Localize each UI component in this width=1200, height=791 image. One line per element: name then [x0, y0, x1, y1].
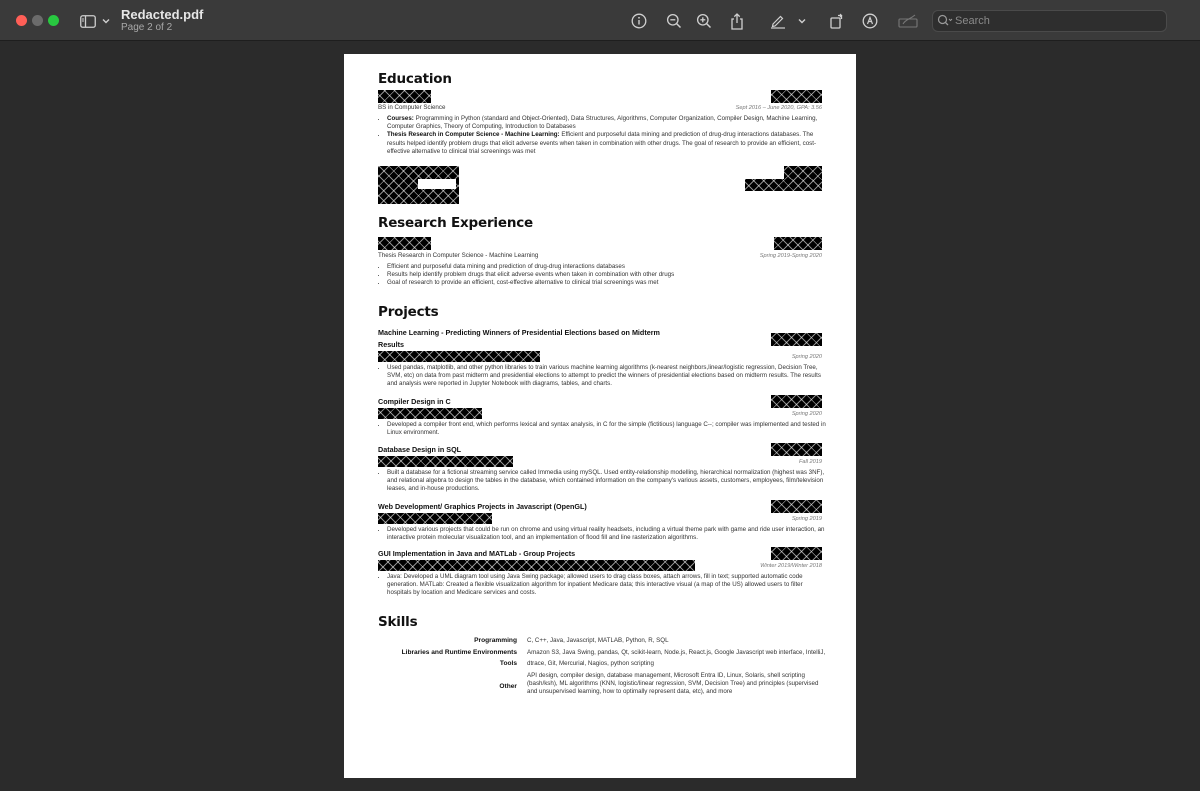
project-description	[378, 573, 826, 598]
minimize-window-button[interactable]	[32, 15, 43, 26]
skill-value: Amazon S3, Java Swing, pandas, Qt, scikit-learn, Node.js, React.js, Google Javascript web interface, IntelliJ,	[527, 649, 826, 656]
list-item: • Efficient and purposeful data mining and prediction of drug-drug interactions databases	[387, 263, 826, 271]
education-dates: Sept 2016 – June 2020, GPA: 3.56	[735, 105, 822, 111]
search-field[interactable]	[932, 10, 1167, 32]
zoom-out-icon	[666, 13, 682, 29]
section-heading-research: Research Experience	[378, 215, 533, 231]
zoom-in-icon	[696, 13, 712, 29]
redaction-box	[771, 547, 822, 560]
redaction-box	[378, 351, 540, 362]
search-icon	[937, 14, 953, 28]
research-bullets	[378, 263, 826, 288]
redaction-box	[378, 237, 431, 250]
project-title: Compiler Design in C	[378, 397, 451, 406]
share-icon	[730, 13, 744, 30]
redaction-gap	[418, 179, 456, 189]
markup-button[interactable]	[768, 11, 788, 31]
list-item: • Built a database for a fictional streaming service called Immedia using mySQL. Used entity-relationship modelling, hierarchical normalization (highest was 3NF), and relational algebra to design the tables in the database, which contained information on the company's various assets, customers, employees, film/television leases, and in-house productions.	[387, 469, 826, 494]
research-title: Thesis Research in Computer Science - Machine Learning	[378, 252, 539, 259]
signature-button[interactable]	[897, 11, 919, 31]
project-title: Database Design in SQL	[378, 445, 462, 454]
redaction-box	[378, 90, 431, 103]
redaction-box	[774, 237, 822, 250]
redaction-box	[771, 90, 822, 103]
education-degree: BS in Computer Science	[378, 104, 446, 111]
redaction-box	[378, 408, 482, 419]
skill-label: Other	[499, 683, 517, 690]
markup-menu-button[interactable]	[796, 11, 808, 31]
share-button[interactable]	[727, 11, 747, 31]
section-heading-education: Education	[378, 71, 452, 87]
zoom-window-button[interactable]	[48, 15, 59, 26]
pdf-page	[344, 54, 856, 778]
project-dates: Spring 2020	[791, 354, 822, 360]
section-heading-projects: Projects	[378, 304, 439, 320]
skill-label: Programming	[474, 637, 517, 644]
window-toolbar	[0, 0, 1200, 41]
skill-value: API design, compiler design, database management, Microsoft Entra ID, Linux, Solaris, shell scripting (bash/ksh), ML algorithms (KNN, logistic/linear regression, SVM, Decision Tree) and principles (supervised and unsupervised learning, how to optimally represent data, etc), and more	[527, 672, 819, 696]
project-dates: Fall 2019	[798, 459, 822, 465]
project-description	[378, 364, 826, 389]
section-heading-skills: Skills	[378, 614, 418, 630]
project-description	[378, 469, 826, 494]
document-title: Redacted.pdf	[121, 7, 204, 22]
redaction-box	[378, 456, 513, 467]
redaction-box	[771, 500, 822, 513]
list-item: • Developed various projects that could be run on chrome and using virtual reality headsets, including a virtual theme park with game and ride user interaction, an interactive protein molecular visualization tool, and an implementation of flood fill and line rasterization algorithms.	[387, 526, 826, 542]
info-button[interactable]	[629, 11, 649, 31]
markup-icon	[770, 13, 786, 29]
project-dates: Winter 2019/Winter 2018	[760, 563, 822, 569]
project-title-cont: Results	[378, 340, 404, 349]
info-icon	[631, 13, 647, 29]
rotate-icon	[829, 13, 845, 29]
list-item: • Used pandas, matplotlib, and other python libraries to train various machine learning algorithms (k-nearest neighbors,linear/logistic regression, Decision Tree, SVM, etc) on data from past midterm and presidential elections to attempt to predict the winners of presidential elections based on midterm results. The results and analysis were reported in Jupyter Notebook with diagrams, tables, and charts.	[387, 364, 826, 389]
sidebar-toggle-button[interactable]	[80, 12, 110, 30]
project-title: Web Development/ Graphics Projects in Javascript (OpenGL)	[378, 502, 587, 511]
pen-tool-button[interactable]	[860, 11, 880, 31]
redaction-box	[771, 443, 822, 456]
list-item: • Java: Developed a UML diagram tool using Java Swing package; allowed users to drag class boxes, attach arrows, fill in text; supported automatic code generation. MATLab: Created a flexible visualization algorithm for inpatient Medicare data; this interactive visual (a map of the US) allowed users to filter hospitals by location and Medicare services and costs.	[387, 573, 826, 598]
skill-value: dtrace, Git, Mercurial, Nagios, python scripting	[527, 660, 654, 667]
project-description	[378, 421, 826, 437]
project-dates: Spring 2020	[791, 411, 822, 417]
redaction-box	[745, 179, 822, 191]
project-dates: Spring 2019	[791, 516, 822, 522]
education-bullets	[378, 115, 826, 156]
list-item: • Results help identify problem drugs that elicit adverse events when taken in combination with other drugs	[387, 271, 826, 279]
list-item: • Developed a compiler front end, which performs lexical and syntax analysis, in C for the simple (fictitious) language C--; compiler was implemented and tested in Linux environment.	[387, 421, 826, 437]
skill-value: C, C++, Java, Javascript, MATLAB, Python, R, SQL	[527, 637, 669, 644]
project-title: Machine Learning - Predicting Winners of Presidential Elections based on Midterm	[378, 328, 660, 337]
skill-label: Libraries and Runtime Environments	[401, 649, 517, 656]
redaction-box	[378, 560, 695, 571]
redaction-box	[771, 395, 822, 408]
redaction-box	[771, 333, 822, 346]
signature-icon	[898, 14, 918, 28]
skill-label: Tools	[499, 660, 517, 667]
redaction-box	[378, 513, 492, 524]
close-window-button[interactable]	[16, 15, 27, 26]
research-dates: Spring 2019-Spring 2020	[759, 253, 822, 259]
zoom-in-button[interactable]	[694, 11, 714, 31]
project-description	[378, 526, 826, 542]
search-input[interactable]	[955, 13, 1155, 29]
list-item: • Thesis Research in Computer Science - Machine Learning: Efficient and purposeful data mining and prediction of drug-drug interactions databases. The results helped identify problem drugs that elicit adverse events when taken in combination with other drugs. The goal of research to provide an efficient, cost-effective alternative to clinical trial screenings was met	[387, 131, 826, 156]
chevron-down-icon	[102, 18, 110, 24]
sidebar-icon	[80, 15, 96, 28]
page-indicator: Page 2 of 2	[121, 22, 173, 33]
rotate-button[interactable]	[827, 11, 847, 31]
pen-circle-icon	[862, 13, 878, 29]
list-item: • Goal of research to provide an efficient, cost-effective alternative to clinical trial screenings was met	[387, 279, 826, 287]
list-item: • Courses: Programming in Python (standard and Object-Oriented), Data Structures, Algorithms, Computer Organization, Compiler Design, Machine Learning, Computer Graphics, Theory of Computing, Introduction to Databases	[387, 115, 826, 131]
chevron-down-icon	[798, 18, 806, 24]
project-title: GUI Implementation in Java and MATLab - Group Projects	[378, 549, 576, 558]
zoom-out-button[interactable]	[664, 11, 684, 31]
